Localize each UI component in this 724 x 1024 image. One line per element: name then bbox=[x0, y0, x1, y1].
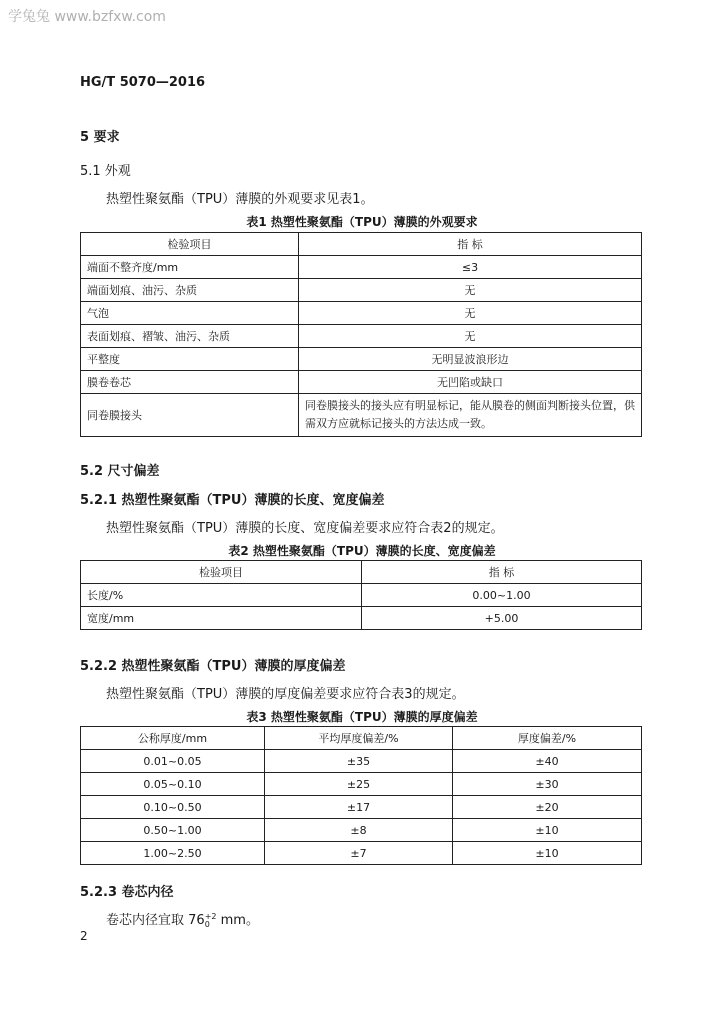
page-number: 2 bbox=[80, 929, 88, 943]
table-header-cell: 指 标 bbox=[299, 233, 642, 256]
table-cell-range: 0.50~1.00 bbox=[81, 819, 265, 842]
table-3-title: 表3 热塑性聚氨酯（TPU）薄膜的厚度偏差 bbox=[246, 710, 478, 724]
table-header-cell: 检验项目 bbox=[81, 233, 299, 256]
table-row bbox=[81, 607, 642, 630]
table-header-cell: 指 标 bbox=[362, 561, 642, 584]
table-cell-item: 气泡 bbox=[81, 302, 299, 325]
table-cell-dev: ±10 bbox=[453, 819, 642, 842]
table-2-header-row bbox=[81, 561, 642, 584]
table-row bbox=[81, 819, 642, 842]
table-1-title: 表1 热塑性聚氨酯（TPU）薄膜的外观要求 bbox=[246, 215, 478, 229]
section-5-2-heading: 5.2 尺寸偏差 bbox=[80, 464, 160, 479]
table-row bbox=[81, 279, 642, 302]
table-row bbox=[81, 842, 642, 865]
table-row bbox=[81, 750, 642, 773]
section-5-1-heading: 5.1 外观 bbox=[80, 164, 131, 179]
table-cell-value: ≤3 bbox=[299, 256, 642, 279]
table-cell-range: 0.05~0.10 bbox=[81, 773, 265, 796]
table-1-appearance bbox=[80, 232, 642, 437]
table-cell-avg: ±17 bbox=[265, 796, 453, 819]
table-cell-value: 无 bbox=[299, 302, 642, 325]
table-1-header-row bbox=[81, 233, 642, 256]
table-cell-avg: ±25 bbox=[265, 773, 453, 796]
table-cell-value: 无凹陷或缺口 bbox=[299, 371, 642, 394]
table-cell-item: 同卷膜接头 bbox=[81, 394, 299, 437]
table-row bbox=[81, 796, 642, 819]
tolerance-upper: +2 bbox=[204, 911, 217, 921]
watermark: 学兔兔 www.bzfxw.com bbox=[8, 9, 166, 25]
table-cell-item: 表面划痕、褶皱、油污、杂质 bbox=[81, 325, 299, 348]
table-cell-range: 1.00~2.50 bbox=[81, 842, 265, 865]
table-header-cell: 平均厚度偏差/% bbox=[265, 727, 453, 750]
table-cell-value: +5.00 bbox=[362, 607, 642, 630]
table-cell-item: 长度/% bbox=[81, 584, 362, 607]
table-cell-value: 0.00~1.00 bbox=[362, 584, 642, 607]
table-row bbox=[81, 394, 642, 437]
section-5-2-1-heading: 5.2.1 热塑性聚氨酯（TPU）薄膜的长度、宽度偏差 bbox=[80, 493, 385, 508]
standard-code: HG/T 5070—2016 bbox=[80, 75, 206, 90]
table-3-thickness bbox=[80, 726, 642, 865]
core-diameter-unit: mm。 bbox=[216, 913, 259, 928]
table-cell-range: 0.01~0.05 bbox=[81, 750, 265, 773]
table-2-length-width bbox=[80, 560, 642, 630]
table-row bbox=[81, 371, 642, 394]
table-cell-value: 无明显波浪形边 bbox=[299, 348, 642, 371]
section-5-2-1-text: 热塑性聚氨酯（TPU）薄膜的长度、宽度偏差要求应符合表2的规定。 bbox=[106, 521, 504, 536]
section-5-heading: 5 要求 bbox=[80, 130, 120, 145]
table-cell-item: 端面划痕、油污、杂质 bbox=[81, 279, 299, 302]
table-cell-value: 无 bbox=[299, 279, 642, 302]
table-cell-dev: ±10 bbox=[453, 842, 642, 865]
section-5-2-2-text: 热塑性聚氨酯（TPU）薄膜的厚度偏差要求应符合表3的规定。 bbox=[106, 687, 465, 702]
table-cell-value: 无 bbox=[299, 325, 642, 348]
section-5-2-2-heading: 5.2.2 热塑性聚氨酯（TPU）薄膜的厚度偏差 bbox=[80, 659, 346, 674]
table-cell-avg: ±7 bbox=[265, 842, 453, 865]
section-5-1-text: 热塑性聚氨酯（TPU）薄膜的外观要求见表1。 bbox=[106, 192, 374, 207]
table-row bbox=[81, 773, 642, 796]
table-cell-avg: ±35 bbox=[265, 750, 453, 773]
core-diameter-text: 卷芯内径宜取 76 bbox=[106, 913, 205, 928]
table-cell-dev: ±30 bbox=[453, 773, 642, 796]
table-row bbox=[81, 302, 642, 325]
table-row bbox=[81, 348, 642, 371]
table-cell-item: 膜卷卷芯 bbox=[81, 371, 299, 394]
table-header-cell: 检验项目 bbox=[81, 561, 362, 584]
table-cell-value: 同卷膜接头的接头应有明显标记，能从膜卷的侧面判断接头位置，供需双方应就标记接头的方法达成一致。 bbox=[299, 394, 642, 437]
table-row bbox=[81, 256, 642, 279]
table-2-title: 表2 热塑性聚氨酯（TPU）薄膜的长度、宽度偏差 bbox=[228, 544, 496, 558]
table-cell-range: 0.10~0.50 bbox=[81, 796, 265, 819]
table-cell-item: 宽度/mm bbox=[81, 607, 362, 630]
table-header-cell: 厚度偏差/% bbox=[453, 727, 642, 750]
tolerance-lower: 0 bbox=[204, 919, 210, 929]
table-header-cell: 公称厚度/mm bbox=[81, 727, 265, 750]
table-row bbox=[81, 584, 642, 607]
table-cell-avg: ±8 bbox=[265, 819, 453, 842]
table-cell-dev: ±20 bbox=[453, 796, 642, 819]
section-5-2-3-text bbox=[106, 909, 259, 929]
table-3-header-row bbox=[81, 727, 642, 750]
table-cell-item: 平整度 bbox=[81, 348, 299, 371]
section-5-2-3-heading: 5.2.3 卷芯内径 bbox=[80, 885, 174, 900]
table-row bbox=[81, 325, 642, 348]
table-cell-dev: ±40 bbox=[453, 750, 642, 773]
table-cell-item: 端面不整齐度/mm bbox=[81, 256, 299, 279]
